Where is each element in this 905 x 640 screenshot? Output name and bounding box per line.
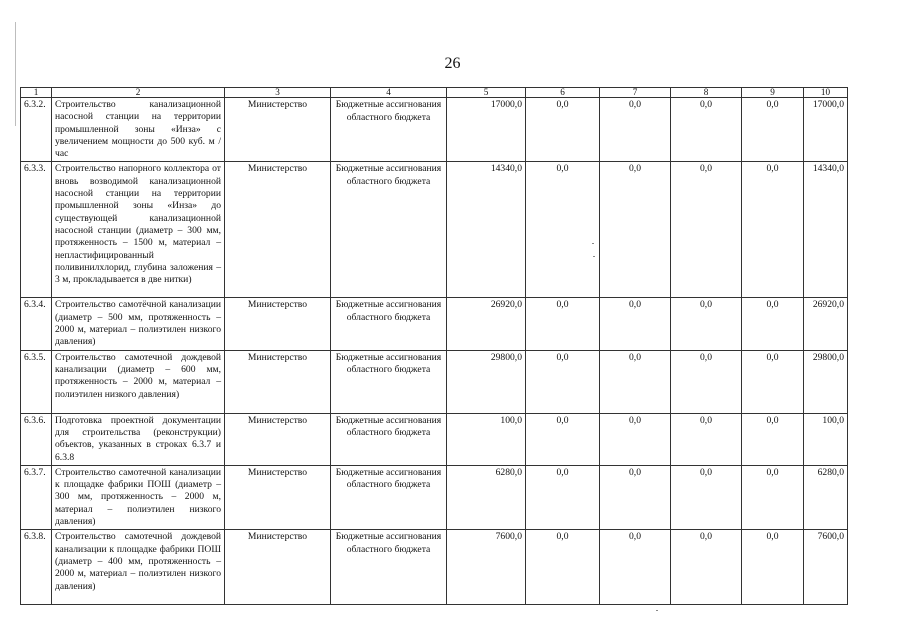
year-amount: 100,0	[804, 413, 848, 465]
table-row	[21, 98, 848, 162]
measure-description: Строительство канализационной насосной станции на территории промышленной зоны «Инза» с увеличением мощности до 500 куб. м / час	[52, 98, 225, 162]
executor: Министерство	[225, 98, 331, 162]
funding-source: Бюджетные ассигнования областного бюджета	[331, 350, 447, 413]
table-row	[21, 162, 848, 298]
scan-speck	[592, 243, 594, 244]
funding-source: Бюджетные ассигнования областного бюджета	[331, 98, 447, 162]
column-header: 10	[804, 88, 848, 98]
year-amount: 0,0	[742, 298, 804, 350]
executor: Министерство	[225, 530, 331, 605]
year-amount: 17000,0	[804, 98, 848, 162]
funding-source: Бюджетные ассигнования областного бюджета	[331, 413, 447, 465]
year-amount: 0,0	[526, 162, 600, 298]
column-header: 2	[52, 88, 225, 98]
year-amount: 0,0	[671, 413, 742, 465]
year-amount: 0,0	[526, 298, 600, 350]
row-number: 6.3.2.	[21, 98, 52, 162]
total-amount: 6280,0	[447, 465, 526, 529]
executor: Министерство	[225, 162, 331, 298]
year-amount: 0,0	[742, 162, 804, 298]
total-amount: 26920,0	[447, 298, 526, 350]
year-amount: 26920,0	[804, 298, 848, 350]
executor: Министерство	[225, 298, 331, 350]
column-header: 1	[21, 88, 52, 98]
year-amount: 14340,0	[804, 162, 848, 298]
year-amount: 0,0	[671, 350, 742, 413]
year-amount: 0,0	[600, 350, 671, 413]
year-amount: 0,0	[526, 465, 600, 529]
scan-speck	[593, 256, 595, 257]
year-amount: 7600,0	[804, 530, 848, 605]
year-amount: 29800,0	[804, 350, 848, 413]
year-amount: 0,0	[742, 98, 804, 162]
table-row	[21, 413, 848, 465]
column-header: 4	[331, 88, 447, 98]
year-amount: 0,0	[526, 530, 600, 605]
row-number: 6.3.8.	[21, 530, 52, 605]
year-amount: 0,0	[742, 413, 804, 465]
row-number: 6.3.3.	[21, 162, 52, 298]
year-amount: 0,0	[526, 98, 600, 162]
row-number: 6.3.5.	[21, 350, 52, 413]
page-number: 26	[444, 55, 461, 72]
total-amount: 29800,0	[447, 350, 526, 413]
year-amount: 0,0	[526, 350, 600, 413]
column-header: 7	[600, 88, 671, 98]
year-amount: 0,0	[600, 98, 671, 162]
measure-description: Строительство самотечной дождевой канализации (диаметр – 600 мм, протяженность – 2000 м, материал – полиэтилен низкого давления)	[52, 350, 225, 413]
total-amount: 7600,0	[447, 530, 526, 605]
executor: Министерство	[225, 465, 331, 529]
total-amount: 100,0	[447, 413, 526, 465]
table-row	[21, 465, 848, 529]
year-amount: 0,0	[600, 162, 671, 298]
column-header: 9	[742, 88, 804, 98]
column-header: 3	[225, 88, 331, 98]
funding-source: Бюджетные ассигнования областного бюджета	[331, 465, 447, 529]
column-header: 5	[447, 88, 526, 98]
year-amount: 0,0	[671, 162, 742, 298]
row-number: 6.3.7.	[21, 465, 52, 529]
measures-table	[20, 87, 848, 605]
measure-description: Строительство напорного коллектора от вновь возводимой канализационной насосной станции на территории промышленной зоны «Инза» до существующей канализационной насосной станции (диаметр – 300 мм, протяженность – 1500 м, материал – непластифицированный поливинилхлорид, глубина заложения – 3 м, прокладывается в две нитки)	[52, 162, 225, 298]
year-amount: 0,0	[742, 465, 804, 529]
table-row	[21, 530, 848, 605]
row-number: 6.3.4.	[21, 298, 52, 350]
measure-description: Подготовка проектной документации для строительства (реконструкции) объектов, указанных в строках 6.3.7 и 6.3.8	[52, 413, 225, 465]
year-amount: 0,0	[600, 298, 671, 350]
scan-speck	[656, 610, 658, 611]
year-amount: 0,0	[600, 465, 671, 529]
year-amount: 0,0	[742, 530, 804, 605]
column-header: 8	[671, 88, 742, 98]
year-amount: 0,0	[671, 465, 742, 529]
funding-source: Бюджетные ассигнования областного бюджета	[331, 162, 447, 298]
row-number: 6.3.6.	[21, 413, 52, 465]
year-amount: 0,0	[671, 98, 742, 162]
measure-description: Строительство самотёчной канализации (диаметр – 500 мм, протяженность – 2000 м, материал – полиэтилен низкого давления)	[52, 298, 225, 350]
year-amount: 6280,0	[804, 465, 848, 529]
table-row	[21, 350, 848, 413]
column-number-row	[21, 88, 848, 98]
year-amount: 0,0	[742, 350, 804, 413]
executor: Министерство	[225, 413, 331, 465]
executor: Министерство	[225, 350, 331, 413]
year-amount: 0,0	[671, 530, 742, 605]
table-row	[21, 298, 848, 350]
scan-edge-line	[15, 22, 16, 126]
year-amount: 0,0	[671, 298, 742, 350]
funding-source: Бюджетные ассигнования областного бюджета	[331, 298, 447, 350]
year-amount: 0,0	[526, 413, 600, 465]
column-header: 6	[526, 88, 600, 98]
year-amount: 0,0	[600, 413, 671, 465]
measure-description: Строительство самотечной дождевой канализации к площадке фабрики ПОШ (диаметр – 400 мм, протяженность – 2000 м, материал – полиэтилен низкого давления)	[52, 530, 225, 605]
total-amount: 17000,0	[447, 98, 526, 162]
year-amount: 0,0	[600, 530, 671, 605]
funding-source: Бюджетные ассигнования областного бюджета	[331, 530, 447, 605]
measure-description: Строительство самотечной канализации к площадке фабрики ПОШ (диаметр – 300 мм, протяженность – 2000 м, материал – полиэтилен низкого давления)	[52, 465, 225, 529]
total-amount: 14340,0	[447, 162, 526, 298]
